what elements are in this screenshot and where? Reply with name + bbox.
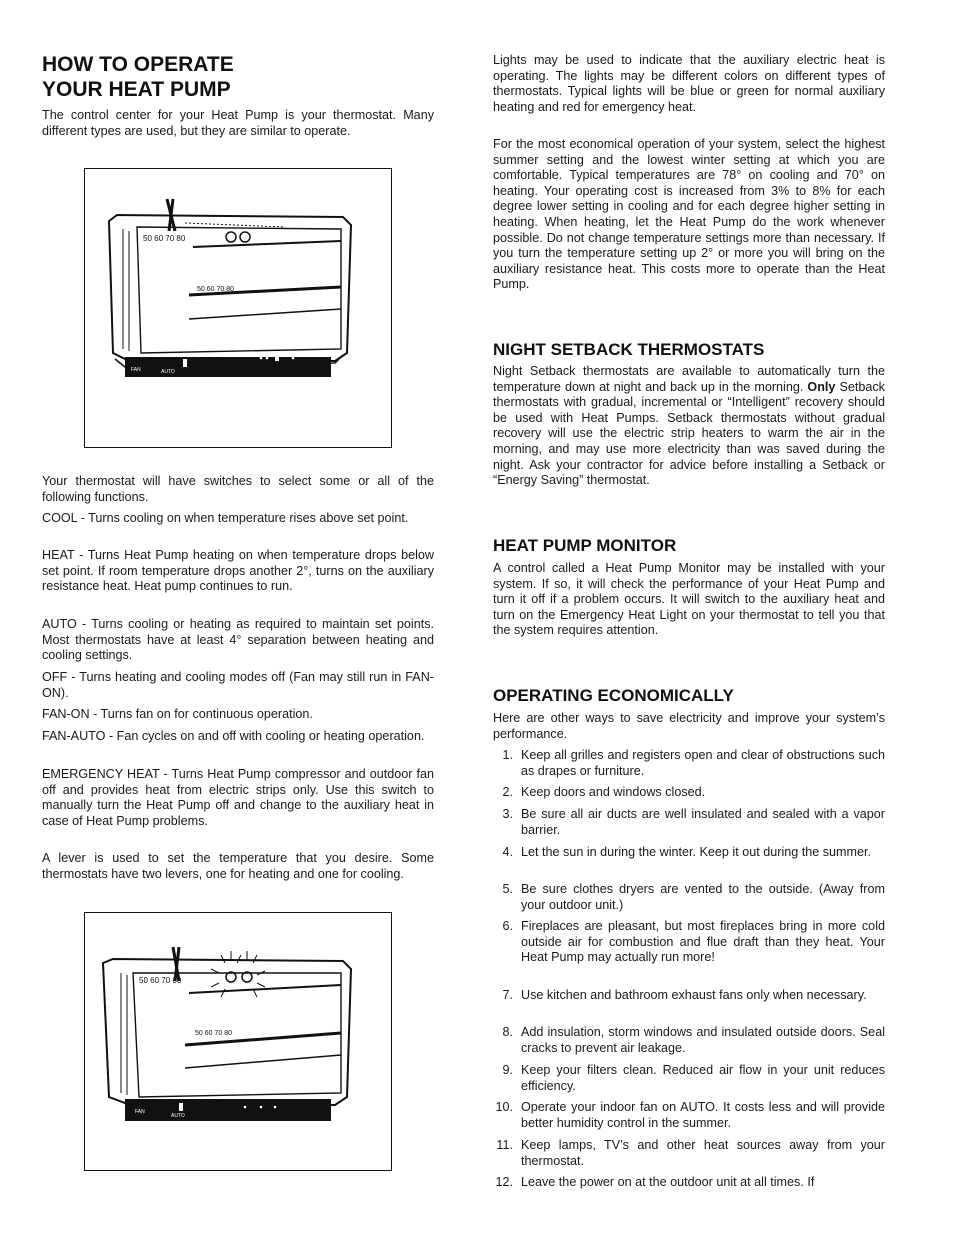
list-number: 12. [495,1175,513,1189]
list-text: Be sure clothes dryers are vented to the outside. (Away from your outdoor unit.) [521,882,885,912]
fan-auto-paragraph: FAN-AUTO - Fan cycles on and off with cooling or heating operation. [42,729,425,743]
off-paragraph: OFF - Turns heating and cooling modes off (Fan may still run in FAN-ON). [42,670,434,700]
page-title [42,52,434,102]
night-setback-bold: Only [807,379,836,394]
scale-mid-label: 50 60 70 80 [197,286,234,293]
operating-economically-heading: OPERATING ECONOMICALLY [493,686,734,705]
list-number: 11. [496,1138,513,1152]
list-text: Add insulation, storm windows and insulated outside doors. Seal cracks to prevent air leakage. [521,1025,885,1055]
night-setback-text-a: Night Setback thermostats are available to automatically turn the temperature down at night and back up in the morning. [493,364,885,394]
monitor-heading: HEAT PUMP MONITOR [493,536,677,555]
economical-paragraph: For the most economical operation of your system, select the highest summer setting and the lowest winter setting at which you are comfortable. Typical temperatures are 78° on cooling and 70° on heating. Your operating cost is increased from 3% to 8% for each degree lower setting in cooling and for each degree higher setting in heating. When heating, let the Heat Pump do the work whenever possible. Do not change temperature settings more than necessary. If you turn the temperature setting up 2° or more you will bring on the auxiliary resistance heat. This costs more to operate than the Heat Pump. [493,137,885,292]
economically-intro-paragraph: Here are other ways to save electricity and improve your system’s performance. [493,711,885,741]
fan-label: FAN [135,1109,145,1115]
list-number: 6. [502,919,513,933]
list-text: Keep all grilles and registers open and clear of obstructions such as drapes or furniture. [521,748,885,778]
list-number: 4. [502,845,513,859]
list-text: Be sure all air ducts are well insulated and sealed with a vapor barrier. [521,807,885,837]
list-text: Fireplaces are pleasant, but most fireplaces bring in more cold outside air for combustion and flue draft than they heat. Your Heat Pump may actually run more! [521,919,885,965]
lever-paragraph: A lever is used to set the temperature that you desire. Some thermostats have two levers, one for heating and one for cooling. [42,851,434,881]
list-text: Let the sun in during the winter. Keep it out during the summer. [521,845,872,859]
list-number: 1. [502,748,513,762]
list-text: Leave the power on at the outdoor unit at all times. If [521,1175,815,1189]
cool-paragraph: COOL - Turns cooling on when temperature rises above set point. [42,511,409,525]
title-line-1: HOW TO OPERATE [42,53,234,76]
list-text: Keep doors and windows closed. [521,785,706,799]
list-number: 10. [495,1100,513,1114]
auto-label: AUTO [171,1113,185,1119]
heat-paragraph: HEAT - Turns Heat Pump heating on when temperature drops below set point. If room temperature drops another 2°, turns on the auxiliary resistance heat. Heat pump continues to run. [42,548,434,594]
list-number: 9. [502,1063,513,1077]
auto-paragraph: AUTO - Turns cooling or heating as required to maintain set points. Most thermostats have at least 4° separation between heating and cooling settings. [42,617,434,663]
scale-top-label: 50 60 70 80 [139,976,182,985]
auto-label: AUTO [161,369,175,375]
list-number: 3. [502,807,513,821]
thermostat-figure-1 [84,168,392,448]
fan-on-paragraph: FAN-ON - Turns fan on for continuous operation. [42,707,313,721]
list-text: Keep lamps, TV’s and other heat sources away from your thermostat. [521,1138,885,1168]
night-setback-text-b: Setback thermostats with gradual, incremental or “Intelligent” recovery should be used with Heat Pumps. Setback thermostats without gradual recovery will use the electric strip heaters to warm the air in the morning, and may use more electricity than was saved during the night. Ask your contractor for advice before installing a Setback or “Energy Saving” thermostat. [493,379,885,488]
list-number: 5. [502,882,513,896]
title-line-2: YOUR HEAT PUMP [42,78,231,101]
monitor-paragraph: A control called a Heat Pump Monitor may be installed with your system. If so, it will check the performance of your Heat Pump and turn it off if a problem occurs. It will switch to the auxiliary heat and turn on the Emergency Heat Light on your thermostat to tell you that the system requires attention. [493,561,885,638]
list-number: 2. [502,785,513,799]
list-text: Keep your filters clean. Reduced air flow in your unit reduces efficiency. [521,1063,885,1093]
lights-paragraph: Lights may be used to indicate that the auxiliary electric heat is operating. The lights may be different colors on different types of thermostats. Typical lights will be blue or green for normal auxiliary heating and red for emergency heat. [493,53,885,114]
scale-mid-label: 50 60 70 80 [195,1030,232,1037]
list-text: Operate your indoor fan on AUTO. It costs less and will provide better humidity control in the summer. [521,1100,885,1130]
switches-intro-paragraph: Your thermostat will have switches to select some or all of the following functions. [42,474,434,504]
list-text: Use kitchen and bathroom exhaust fans only when necessary. [521,988,867,1002]
night-setback-heading: NIGHT SETBACK THERMOSTATS [493,340,765,359]
intro-paragraph: The control center for your Heat Pump is your thermostat. Many different types are used, but they are similar to operate. [42,108,434,138]
fan-label: FAN [131,367,141,373]
thermostat-illustration [85,169,390,446]
thermostat-figure-2 [84,912,392,1171]
list-number: 8. [502,1025,513,1039]
scale-top-label: 50 60 70 80 [143,234,186,243]
night-setback-paragraph [493,364,885,489]
emergency-paragraph: EMERGENCY HEAT - Turns Heat Pump compressor and outdoor fan off and provides heat from electric strips only. Use this switch to manually turn the Heat Pump off and change to the auxiliary heat in case of Heat Pump problems. [42,767,434,828]
list-number: 7. [502,988,513,1002]
thermostat-illustration-lit [85,913,390,1169]
